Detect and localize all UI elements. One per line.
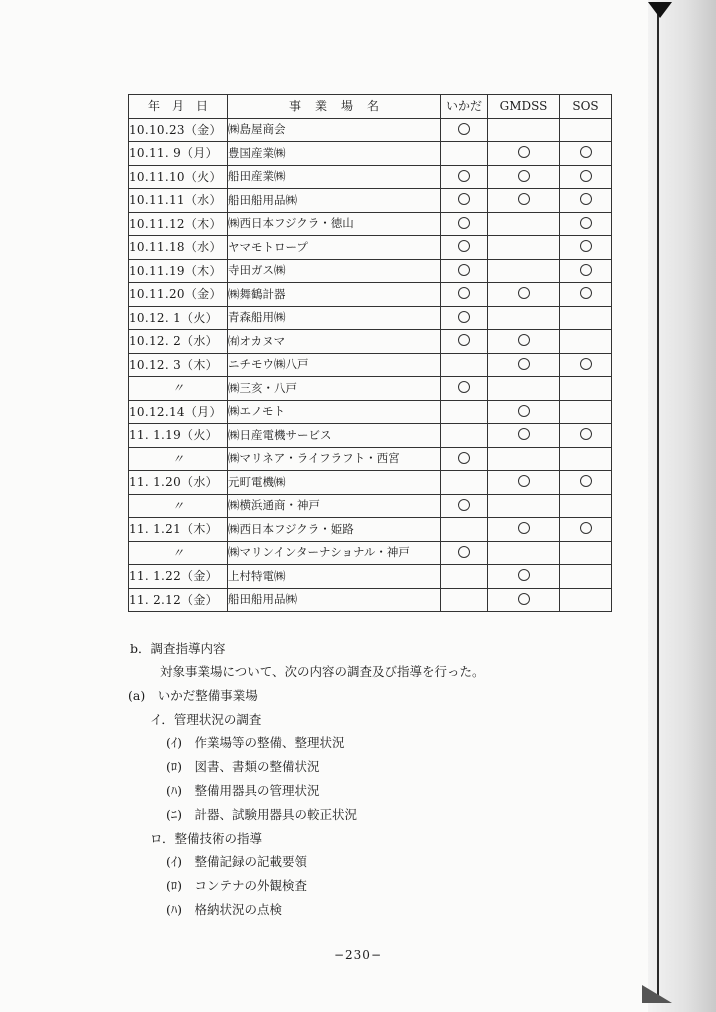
row-sos-mark <box>560 541 612 565</box>
table-row <box>129 588 612 612</box>
row-gmdss-mark <box>488 259 560 283</box>
row-sos-mark <box>560 189 612 213</box>
row-sos-mark <box>560 259 612 283</box>
row-sos-mark <box>560 494 612 518</box>
row-site-name: 豊国産業㈱ <box>228 142 441 166</box>
row-ikada-mark <box>441 306 488 330</box>
list-item: (ﾛ) 図書、書類の整備状況 <box>166 759 320 774</box>
survey-table <box>128 94 612 612</box>
row-sos-mark <box>560 118 612 142</box>
circle-mark-icon <box>458 264 470 276</box>
table-row <box>129 541 612 565</box>
table-row <box>129 259 612 283</box>
row-date: 11. 1.21（木） <box>129 518 228 542</box>
row-gmdss-mark <box>488 588 560 612</box>
row-date: 10.11.12（木） <box>129 212 228 236</box>
row-gmdss-mark <box>488 236 560 260</box>
row-site-name: ㈱日産電機サービス <box>228 424 441 448</box>
row-date: 11. 1.20（水） <box>129 471 228 495</box>
row-gmdss-mark <box>488 330 560 354</box>
circle-mark-icon <box>518 593 530 605</box>
circle-mark-icon <box>458 193 470 205</box>
list-item: (ｲ) 作業場等の整備、整理状況 <box>166 735 345 750</box>
row-site-name: 元町電機㈱ <box>228 471 441 495</box>
row-ikada-mark <box>441 142 488 166</box>
row-site-name: 船田船用品㈱ <box>228 588 441 612</box>
circle-mark-icon <box>580 264 592 276</box>
row-gmdss-mark <box>488 565 560 589</box>
row-ikada-mark <box>441 494 488 518</box>
row-gmdss-mark <box>488 494 560 518</box>
row-site-name: ㈱エノモト <box>228 400 441 424</box>
row-gmdss-mark <box>488 353 560 377</box>
row-sos-mark <box>560 212 612 236</box>
row-site-name: ㈱マリンインターナショナル・神戸 <box>228 541 441 565</box>
row-sos-mark <box>560 330 612 354</box>
row-ikada-mark <box>441 400 488 424</box>
row-date: 10.11. 9（月） <box>129 142 228 166</box>
list-item: (ﾆ) 計器、試験用器具の較正状況 <box>166 807 358 822</box>
row-site-name: 船田船用品㈱ <box>228 189 441 213</box>
row-gmdss-mark <box>488 541 560 565</box>
row-sos-mark <box>560 400 612 424</box>
table-header-row <box>129 95 612 119</box>
circle-mark-icon <box>518 428 530 440</box>
row-gmdss-mark <box>488 118 560 142</box>
row-date: 〃 <box>129 377 228 401</box>
circle-mark-icon <box>458 546 470 558</box>
row-site-name: ㈱島屋商会 <box>228 118 441 142</box>
table-row <box>129 400 612 424</box>
circle-mark-icon <box>458 334 470 346</box>
row-gmdss-mark <box>488 424 560 448</box>
circle-mark-icon <box>580 475 592 487</box>
row-ikada-mark <box>441 236 488 260</box>
row-sos-mark <box>560 283 612 307</box>
circle-mark-icon <box>458 170 470 182</box>
row-ikada-mark <box>441 259 488 283</box>
row-gmdss-mark <box>488 306 560 330</box>
row-sos-mark <box>560 588 612 612</box>
circle-mark-icon <box>458 499 470 511</box>
row-ikada-mark <box>441 165 488 189</box>
edge-marker-top <box>648 2 672 18</box>
row-date: 11. 1.19（火） <box>129 424 228 448</box>
row-ikada-mark <box>441 447 488 471</box>
row-sos-mark <box>560 165 612 189</box>
row-ikada-mark <box>441 471 488 495</box>
row-site-name: 寺田ガス㈱ <box>228 259 441 283</box>
circle-mark-icon <box>580 217 592 229</box>
table-row <box>129 212 612 236</box>
row-date: 10.11.11（水） <box>129 189 228 213</box>
table-row <box>129 236 612 260</box>
row-date: 〃 <box>129 494 228 518</box>
page-number: −230− <box>333 948 382 962</box>
header-ikada: いかだ <box>441 95 488 119</box>
row-site-name: ヤマモトロープ <box>228 236 441 260</box>
subsection-a: (a) いかだ整備事業場 <box>128 688 258 703</box>
row-date: 10.11.19（木） <box>129 259 228 283</box>
row-gmdss-mark <box>488 400 560 424</box>
circle-mark-icon <box>580 428 592 440</box>
row-sos-mark <box>560 236 612 260</box>
table-row <box>129 565 612 589</box>
table-row <box>129 330 612 354</box>
circle-mark-icon <box>518 475 530 487</box>
row-sos-mark <box>560 565 612 589</box>
circle-mark-icon <box>458 452 470 464</box>
circle-mark-icon <box>580 170 592 182</box>
circle-mark-icon <box>458 217 470 229</box>
row-gmdss-mark <box>488 165 560 189</box>
row-gmdss-mark <box>488 283 560 307</box>
edge-marker-bottom <box>642 985 672 1003</box>
list-item: (ｲ) 整備記録の記載要領 <box>166 854 308 869</box>
circle-mark-icon <box>580 240 592 252</box>
row-site-name: ㈱マリネア・ライフラフト・西宮 <box>228 447 441 471</box>
row-sos-mark <box>560 471 612 495</box>
row-sos-mark <box>560 447 612 471</box>
circle-mark-icon <box>580 287 592 299</box>
row-date: 10.12. 3（木） <box>129 353 228 377</box>
header-site-name: 事業場名 <box>228 95 441 119</box>
circle-mark-icon <box>458 240 470 252</box>
list-item: (ﾊ) 整備用器具の管理状況 <box>166 783 320 798</box>
table-row <box>129 353 612 377</box>
circle-mark-icon <box>518 287 530 299</box>
row-ikada-mark <box>441 518 488 542</box>
row-ikada-mark <box>441 212 488 236</box>
row-sos-mark <box>560 142 612 166</box>
row-date: 11. 2.12（金） <box>129 588 228 612</box>
row-date: 10.12. 1（火） <box>129 306 228 330</box>
circle-mark-icon <box>580 358 592 370</box>
row-ikada-mark <box>441 283 488 307</box>
row-ikada-mark <box>441 189 488 213</box>
heading-ro: ロ．整備技術の指導 <box>150 831 263 846</box>
circle-mark-icon <box>580 522 592 534</box>
header-sos: SOS <box>560 95 612 119</box>
row-site-name: ㈱三亥・八戸 <box>228 377 441 401</box>
row-ikada-mark <box>441 565 488 589</box>
row-sos-mark <box>560 424 612 448</box>
circle-mark-icon <box>518 358 530 370</box>
row-site-name: ㈲オカヌマ <box>228 330 441 354</box>
row-ikada-mark <box>441 588 488 612</box>
row-date: 10.11.18（水） <box>129 236 228 260</box>
row-site-name: ㈱西日本フジクラ・徳山 <box>228 212 441 236</box>
circle-mark-icon <box>458 123 470 135</box>
row-date: 10.12.14（月） <box>129 400 228 424</box>
row-date: 10.11.10（火） <box>129 165 228 189</box>
table-row <box>129 283 612 307</box>
circle-mark-icon <box>518 170 530 182</box>
row-gmdss-mark <box>488 142 560 166</box>
table-row <box>129 189 612 213</box>
row-ikada-mark <box>441 377 488 401</box>
row-site-name: ㈱横浜通商・神戸 <box>228 494 441 518</box>
row-gmdss-mark <box>488 518 560 542</box>
circle-mark-icon <box>458 311 470 323</box>
section-heading: b．調査指導内容 <box>130 641 226 656</box>
row-sos-mark <box>560 377 612 401</box>
row-date: 〃 <box>129 541 228 565</box>
row-date: 11. 1.22（金） <box>129 565 228 589</box>
row-ikada-mark <box>441 118 488 142</box>
table-body <box>129 118 612 612</box>
circle-mark-icon <box>518 405 530 417</box>
row-site-name: ㈱西日本フジクラ・姫路 <box>228 518 441 542</box>
table-row <box>129 518 612 542</box>
row-gmdss-mark <box>488 189 560 213</box>
row-ikada-mark <box>441 353 488 377</box>
row-gmdss-mark <box>488 212 560 236</box>
row-site-name: 上村特電㈱ <box>228 565 441 589</box>
row-date: 10.10.23（金） <box>129 118 228 142</box>
header-date: 年 月 日 <box>129 95 228 119</box>
table-row <box>129 306 612 330</box>
circle-mark-icon <box>518 146 530 158</box>
circle-mark-icon <box>518 569 530 581</box>
circle-mark-icon <box>518 334 530 346</box>
row-sos-mark <box>560 353 612 377</box>
table-row <box>129 165 612 189</box>
row-site-name: ニチモウ㈱八戸 <box>228 353 441 377</box>
row-site-name: ㈱舞鶴計器 <box>228 283 441 307</box>
row-ikada-mark <box>441 541 488 565</box>
row-gmdss-mark <box>488 471 560 495</box>
binding-line <box>657 8 659 998</box>
list-item: (ﾊ) 格納状況の点検 <box>166 902 283 917</box>
table-row <box>129 494 612 518</box>
row-date: 10.11.20（金） <box>129 283 228 307</box>
circle-mark-icon <box>580 146 592 158</box>
circle-mark-icon <box>518 522 530 534</box>
row-gmdss-mark <box>488 377 560 401</box>
row-site-name: 青森船用㈱ <box>228 306 441 330</box>
heading-i: イ．管理状況の調査 <box>150 712 262 727</box>
table-row <box>129 424 612 448</box>
row-gmdss-mark <box>488 447 560 471</box>
section-intro: 対象事業場について、次の内容の調査及び指導を行った。 <box>160 664 485 679</box>
row-sos-mark <box>560 518 612 542</box>
row-sos-mark <box>560 306 612 330</box>
circle-mark-icon <box>518 193 530 205</box>
row-ikada-mark <box>441 330 488 354</box>
circle-mark-icon <box>458 381 470 393</box>
table-row <box>129 118 612 142</box>
table-row <box>129 377 612 401</box>
table-row <box>129 471 612 495</box>
row-date: 〃 <box>129 447 228 471</box>
header-gmdss: GMDSS <box>488 95 560 119</box>
list-item: (ﾛ) コンテナの外観検査 <box>166 878 308 893</box>
table-row <box>129 142 612 166</box>
row-ikada-mark <box>441 424 488 448</box>
row-site-name: 船田産業㈱ <box>228 165 441 189</box>
circle-mark-icon <box>580 193 592 205</box>
row-date: 10.12. 2（水） <box>129 330 228 354</box>
table-row <box>129 447 612 471</box>
circle-mark-icon <box>458 287 470 299</box>
